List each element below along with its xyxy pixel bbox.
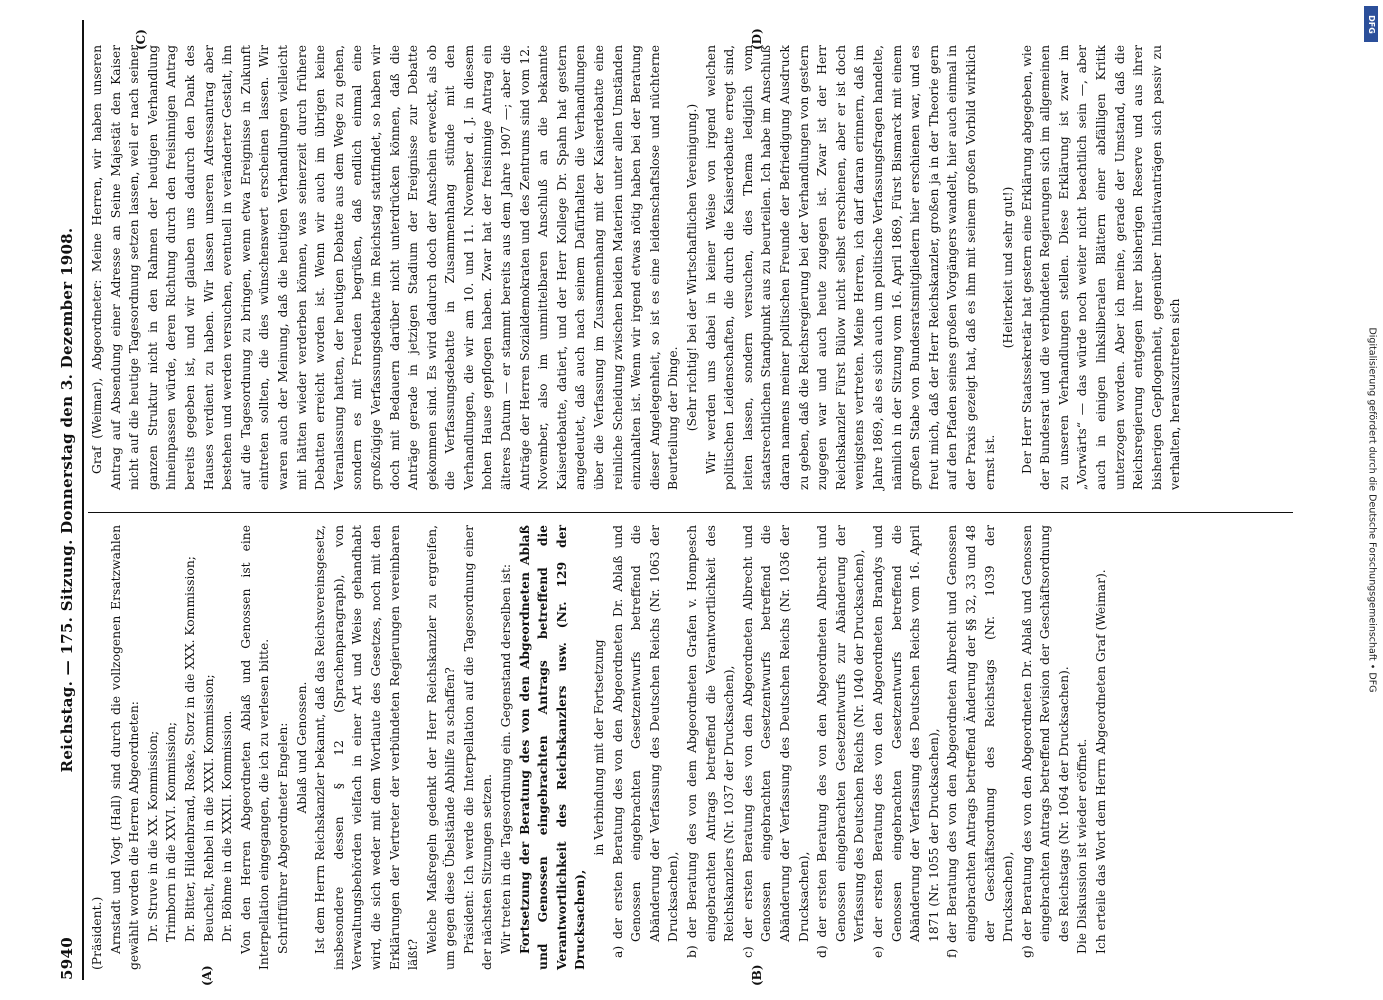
left-column	[88, 525, 1111, 970]
margin-marker-d: (D)	[750, 28, 764, 50]
interpellation-heading: Ablaß und Genossen.	[294, 681, 309, 814]
list-item: Dr. Bitter, Hildenbrand, Roske, Storz in die XXX. Kommission;	[182, 556, 197, 942]
paragraph: Die Diskussion ist wieder eröffnet.	[1075, 738, 1090, 954]
margin-marker-c: (C)	[134, 29, 148, 50]
list-item: Dr. Böhme in die XXXII. Kommission.	[220, 710, 235, 942]
paragraph: Ist dem Herrn Reichskanzler bekannt, daß das Reichsvereinsgesetz, insbesondere dessen § 12 (Sprachenparagraph), von Verwaltungsbehörden vielfach in einer Art und Weise gehandhabt wird, die sich weder mit dem Wortlaute des Gesetzes, noch mit den Erklärungen der Vertreter der verbündeten Regierungen vereinbaren läßt?	[313, 525, 421, 970]
speaker-tag: (Präsident.)	[90, 896, 104, 970]
speech-paragraph: Der Herr Staatssekretär hat gestern eine Erklärung abgegeben, wie der Bundesrat und die verbündeten Regierungen sich im allgemeinen zu unseren Verhandlungen stellen. Diese Erklärung ist zwar im „Vorwärts“ — das würde noch weiter nicht beachtlich sein —, aber auch in einigen linksliberalen Blättern einer abfälligen Kritik unterzogen worden. Aber ich meine, gerade der Umstand, daß die Reichsregierung entgegen ihrer bisherigen Reserve und aus ihrer bisherigen Gepflogenheit, gegenüber Initiativanträgen sich passiv zu verhalten, herauszutreten sich	[1019, 45, 1183, 490]
paragraph: Arnstadt und Vogt (Hall) sind durch die vollzogenen Ersatzwahlen gewählt worden die Herren Abgeordneten:	[108, 525, 142, 970]
right-column	[88, 45, 1185, 490]
page-number: 5940	[58, 937, 76, 980]
paragraph: Wir treten in die Tagesordnung ein. Gegenstand derselben ist:	[499, 563, 514, 954]
paragraph: in Verbindung mit der Fortsetzung	[592, 639, 607, 856]
list-item: Trimborn in die XXVI. Kommission;	[164, 721, 179, 942]
margin-marker-a: (A)	[200, 965, 214, 986]
agenda-subitem: g) der Beratung des von den Abgeordneten Dr. Ablaß und Genossen eingebrachten Antrags betreffend Revision der Geschäftsordnung des Reichstags (Nr. 1064 der Drucksachen).	[1019, 525, 1071, 958]
interjection: (Heiterkeit und sehr gut!)	[1001, 186, 1016, 349]
agenda-subitem: e) der ersten Beratung des von den Abgeordneten Brandys und Genossen eingebrachten Gesetzentwurfs betreffend die Abänderung der Verfassung des Deutschen Reichs vom 16. April 1871 (Nr. 1055 der Drucksachen),	[870, 525, 941, 958]
column-divider	[88, 512, 1293, 513]
paragraph: Präsident: Ich werde die Interpellation auf die Tagesordnung einer der nächsten Sitzungen setzen.	[461, 525, 495, 970]
dfg-logo: DFG	[1364, 6, 1378, 42]
header-title: Reichstag. — 175. Sitzung. Donnerstag den 3. Dezember 1908.	[58, 227, 76, 773]
speech-paragraph: Graf (Weimar), Abgeordneter: Meine Herren, wir haben unseren Antrag auf Absendung einer Adresse an Seine Majestät den Kaiser nicht auf die heutige Tagesordnung setzen lassen, weil er nach seiner ganzen Struktur nicht in den Rahmen der heutigen Verhandlung hineinpassen würde, deren Richtung durch den freisinnigen Antrag bereits gegeben ist, und wir glauben uns dadurch den Dank des Hauses verdient zu haben. Wir lassen unseren Adressantrag aber bestehen und werden versuchen, eventuell in veränderter Gestalt, ihn auf die Tagesordnung zu bringen, wenn etwa Ereignisse in Zukunft eintreten sollten, die dies wünschenswert erscheinen lassen. Wir waren auch der Meinung, daß die heutigen Verhandlungen vielleicht mit hätten wieder verderben können, was seinerzeit durch frühere Debatten erreicht worden ist. Wenn wir auch im übrigen keine Veranlassung hatten, der heutigen Debatte aus dem Wege zu gehen, sondern es mit Freuden begrüßen, daß endlich einmal eine großzügige Verfassungsdebatte im Reichstag stattfindet, so haben wir doch mit Bedauern darüber nicht unterdrücken können, daß die Anträge gerade in jetzigen Stadium der Ereignisse zur Debatte gekommen sind. Es wird dadurch doch der Anschein erweckt, als ob die Verfassungsdebatte in Zusammenhang stünde mit den Verhandlungen, die wir am 10. und 11. November d. J. in diesem hohen Hause gepflogen haben. Zwar hat der freisinnige Antrag ein älteres Datum — er stammt bereits aus dem Jahre 1907 —; aber die Anträge der Herren Sozialdemokraten und des Zentrums sind vom 12. November, also im unmittelbaren Anschluß an die bekannte Kaiserdebatte, datiert, und der Herr Kollege Dr. Spahn hat gestern angedeutet, daß auch nach seinem Dafürhalten die Verhandlungen über die Verfassung im Zusammenhang mit der Kaiserdebatte eine reinliche Scheidung zwischen beiden Materien unter allen Umständen einzuhalten ist. Wenn wir irgend etwas nötig haben bei der Beratung dieser Angelegenheit, so ist es eine leidenschaftslose und nüchterne Beurteilung der Dinge.	[90, 45, 681, 490]
speaker-line: Schriftführer Abgeordneter Engelen:	[275, 722, 290, 954]
rotated-page	[50, 20, 1300, 986]
margin-marker-b: (B)	[750, 964, 764, 986]
interjection: (Sehr richtig! bei der Wirtschaftlichen Vereinigung.)	[685, 103, 699, 432]
agenda-subitem: b) der Beratung des von dem Abgeordneten Grafen v. Hompesch eingebrachten Antrags betreffend die Verantwortlichkeit des Reichskanzlers (Nr. 1037 der Drucksachen),	[685, 525, 737, 958]
agenda-subitem: a) der ersten Beratung des von den Abgeordneten Dr. Ablaß und Genossen eingebrachten Gesetzentwurfs betreffend die Abänderung der Verfassung des Deutschen Reichs (Nr. 1063 der Drucksachen),	[610, 525, 681, 958]
agenda-subitem: c) der ersten Beratung des von den Abgeordneten Albrecht und Genossen eingebrachten Gesetzentwurfs betreffend die Abänderung der Verfassung des Deutschen Reichs (Nr. 1036 der Drucksachen),	[740, 525, 811, 958]
list-item: Dr. Struve in die XX. Kommission;	[145, 730, 160, 942]
digitization-credit: Digitalisierung gefördert durch die Deutsche Forschungsgemeinschaft • DFG	[1366, 327, 1378, 693]
paragraph: Ich erteile das Wort dem Herrn Abgeordneten Graf (Weimar).	[1094, 569, 1109, 954]
paragraph: Welche Maßregeln gedenkt der Herr Reichskanzler zu ergreifen, um gegen diese Übelstände Abhilfe zu schaffen?	[424, 525, 458, 970]
header-rule	[82, 20, 84, 980]
agenda-subitem: f) der Beratung des von den Abgeordneten Albrecht und Genossen eingebrachten Antrags betreffend Änderung der §§ 32, 33 und 48 der Geschäftsordnung des Reichstags (Nr. 1039 der Drucksachen),	[945, 525, 1016, 958]
paragraph: Von den Herren Abgeordneten Ablaß und Genossen ist eine Interpellation eingegangen, die ich zu verlesen bitte.	[238, 525, 272, 970]
list-item: Beuchelt, Rehbel in die XXXI. Kommission;	[201, 674, 216, 942]
speech-paragraph: Wir werden uns dabei in keiner Weise von irgend welchen politischen Leidenschaften, die durch die Kaiserdebatte erregt sind, leiten lassen, sondern versuchen, dies Thema lediglich vom staatsrechtlichen Standpunkt aus zu beurteilen. Ich habe im Anschluß daran namens meiner politischen Freunde der Befriedigung Ausdruck zu geben, daß die Reichsregierung bei der Verhandlungen von gestern zugegen war und auch heute zugegen ist. Zwar ist der Herr Reichskanzler Fürst Bülow nicht selbst erschienen, aber er ist doch wenigstens vertreten. Meine Herren, ich darf daran erinnern, daß im Jahre 1869, als es sich auch um politische Verfassungsfragen handelte, nämlich in der Sitzung vom 16. April 1869, Fürst Bismarck mit einem großen Stabe von Bundesratsmitgliedern hier erschienen war, und es freut mich, daß der Herr Reichskanzler, großen ja in der Theorie gern auf den Pfaden seines großen Vorgängers wandelt, hier auch einmal in der Praxis gezeigt hat, daß es ihm mit seinem großen Vorbild wirklich ernst ist.	[703, 45, 997, 490]
agenda-item: Fortsetzung der Beratung des von den Abgeordneten Ablaß und Genossen eingebrachten Antrags betreffend die Verantwortlichkeit des Reichskanzlers usw. (Nr. 129 der Drucksachen),	[516, 525, 588, 970]
agenda-subitem: d) der ersten Beratung des von den Abgeordneten Albrecht und Genossen eingebrachten Gesetzentwurfs zur Abänderung der Verfassung des Deutschen Reichs (Nr. 1040 der Drucksachen),	[815, 525, 867, 958]
page-header	[58, 20, 78, 980]
